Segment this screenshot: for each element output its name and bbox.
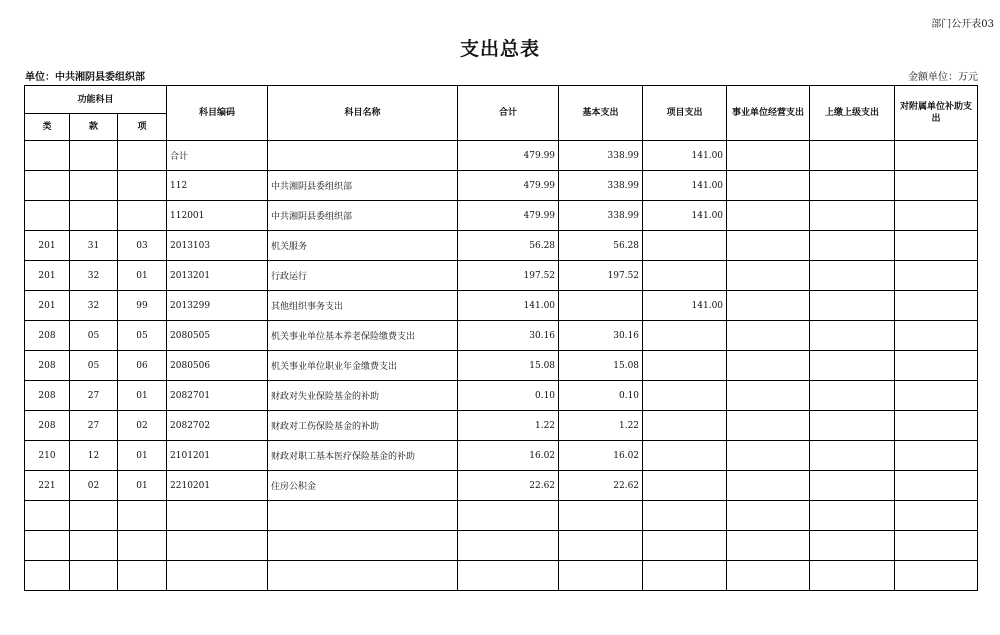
header-kuan: 款 [70, 114, 118, 141]
table-row [25, 411, 978, 441]
cell-project [643, 501, 727, 531]
cell-lei [25, 501, 70, 531]
cell-basic: 56.28 [559, 231, 643, 261]
table-row [25, 201, 978, 231]
cell-xiang: 02 [118, 411, 167, 441]
cell-remit [810, 561, 895, 591]
cell-remit [810, 201, 895, 231]
cell-name [268, 531, 458, 561]
cell-code: 2101201 [167, 441, 268, 471]
cell-code: 2210201 [167, 471, 268, 501]
cell-code: 2082702 [167, 411, 268, 441]
cell-total: 197.52 [458, 261, 559, 291]
cell-subsidy [895, 261, 978, 291]
unit-label: 单位：中共湘阴县委组织部 [25, 72, 145, 83]
cell-lei [25, 561, 70, 591]
table-row [25, 231, 978, 261]
cell-remit [810, 411, 895, 441]
cell-business [727, 501, 810, 531]
cell-remit [810, 351, 895, 381]
cell-business [727, 231, 810, 261]
cell-kuan: 02 [70, 471, 118, 501]
cell-subsidy [895, 531, 978, 561]
cell-business [727, 201, 810, 231]
table-row [25, 171, 978, 201]
expenditure-table [24, 85, 978, 591]
cell-project [643, 561, 727, 591]
cell-project [643, 321, 727, 351]
header-xiang: 项 [118, 114, 167, 141]
table-row [25, 261, 978, 291]
cell-name [268, 561, 458, 591]
cell-business [727, 351, 810, 381]
cell-kuan: 12 [70, 441, 118, 471]
cell-name: 财政对失业保险基金的补助 [268, 381, 458, 411]
cell-xiang [118, 501, 167, 531]
header-lei: 类 [25, 114, 70, 141]
header-remit: 上缴上级支出 [810, 86, 895, 141]
cell-total: 30.16 [458, 321, 559, 351]
cell-remit [810, 531, 895, 561]
cell-subsidy [895, 351, 978, 381]
cell-business [727, 261, 810, 291]
cell-code [167, 531, 268, 561]
cell-total: 479.99 [458, 171, 559, 201]
header-subsidy: 对附属单位补助支出 [895, 86, 978, 141]
cell-business [727, 321, 810, 351]
cell-basic [559, 561, 643, 591]
cell-name: 行政运行 [268, 261, 458, 291]
cell-subsidy [895, 561, 978, 591]
cell-name: 其他组织事务支出 [268, 291, 458, 321]
cell-xiang: 06 [118, 351, 167, 381]
cell-remit [810, 441, 895, 471]
cell-remit [810, 471, 895, 501]
cell-lei [25, 141, 70, 171]
cell-kuan [70, 561, 118, 591]
cell-total: 479.99 [458, 141, 559, 171]
cell-remit [810, 381, 895, 411]
amount-unit: 金额单位：万元 [908, 72, 978, 83]
cell-basic: 338.99 [559, 141, 643, 171]
table-row [25, 561, 978, 591]
cell-code [167, 501, 268, 531]
cell-project [643, 381, 727, 411]
cell-lei: 208 [25, 351, 70, 381]
cell-lei: 208 [25, 381, 70, 411]
cell-name: 机关服务 [268, 231, 458, 261]
cell-lei: 201 [25, 291, 70, 321]
cell-xiang: 01 [118, 471, 167, 501]
cell-xiang [118, 561, 167, 591]
cell-project [643, 261, 727, 291]
header-business: 事业单位经营支出 [727, 86, 810, 141]
cell-kuan: 31 [70, 231, 118, 261]
cell-subsidy [895, 201, 978, 231]
cell-total: 141.00 [458, 291, 559, 321]
cell-code: 112001 [167, 201, 268, 231]
cell-name: 机关事业单位基本养老保险缴费支出 [268, 321, 458, 351]
cell-basic: 197.52 [559, 261, 643, 291]
cell-kuan: 27 [70, 381, 118, 411]
cell-project: 141.00 [643, 141, 727, 171]
cell-total [458, 561, 559, 591]
cell-lei: 201 [25, 261, 70, 291]
cell-business [727, 141, 810, 171]
cell-remit [810, 141, 895, 171]
cell-name: 中共湘阴县委组织部 [268, 171, 458, 201]
cell-subsidy [895, 291, 978, 321]
cell-basic [559, 531, 643, 561]
table-row [25, 441, 978, 471]
cell-basic: 0.10 [559, 381, 643, 411]
cell-project: 141.00 [643, 291, 727, 321]
cell-remit [810, 321, 895, 351]
table-body [25, 141, 978, 591]
cell-subsidy [895, 411, 978, 441]
cell-basic: 22.62 [559, 471, 643, 501]
cell-code: 2013103 [167, 231, 268, 261]
cell-name: 中共湘阴县委组织部 [268, 201, 458, 231]
cell-name: 财政对工伤保险基金的补助 [268, 411, 458, 441]
cell-kuan: 32 [70, 261, 118, 291]
table-row [25, 471, 978, 501]
cell-lei: 201 [25, 231, 70, 261]
cell-project: 141.00 [643, 171, 727, 201]
cell-name: 机关事业单位职业年金缴费支出 [268, 351, 458, 381]
cell-kuan: 27 [70, 411, 118, 441]
cell-lei: 208 [25, 411, 70, 441]
cell-xiang: 01 [118, 261, 167, 291]
cell-kuan: 32 [70, 291, 118, 321]
cell-total: 22.62 [458, 471, 559, 501]
cell-total: 16.02 [458, 441, 559, 471]
cell-business [727, 171, 810, 201]
cell-name [268, 141, 458, 171]
cell-subsidy [895, 441, 978, 471]
cell-business [727, 411, 810, 441]
table-row [25, 321, 978, 351]
cell-code: 2013299 [167, 291, 268, 321]
table-row [25, 531, 978, 561]
cell-basic: 338.99 [559, 171, 643, 201]
cell-total [458, 501, 559, 531]
cell-subsidy [895, 381, 978, 411]
cell-kuan: 05 [70, 321, 118, 351]
cell-lei: 221 [25, 471, 70, 501]
cell-remit [810, 171, 895, 201]
header-name: 科目名称 [268, 86, 458, 141]
cell-total [458, 531, 559, 561]
cell-lei: 210 [25, 441, 70, 471]
cell-xiang: 03 [118, 231, 167, 261]
cell-basic: 15.08 [559, 351, 643, 381]
header-total: 合计 [458, 86, 559, 141]
header-func-subject: 功能科目 [25, 86, 167, 114]
cell-basic: 30.16 [559, 321, 643, 351]
cell-xiang [118, 201, 167, 231]
cell-code: 合计 [167, 141, 268, 171]
cell-subsidy [895, 231, 978, 261]
cell-business [727, 291, 810, 321]
cell-xiang [118, 171, 167, 201]
cell-project [643, 531, 727, 561]
cell-kuan [70, 501, 118, 531]
cell-total: 56.28 [458, 231, 559, 261]
cell-xiang [118, 141, 167, 171]
cell-kuan [70, 531, 118, 561]
cell-business [727, 381, 810, 411]
cell-xiang: 01 [118, 441, 167, 471]
cell-business [727, 531, 810, 561]
cell-lei: 208 [25, 321, 70, 351]
cell-xiang: 01 [118, 381, 167, 411]
cell-basic [559, 291, 643, 321]
cell-code: 2082701 [167, 381, 268, 411]
cell-project: 141.00 [643, 201, 727, 231]
cell-code [167, 561, 268, 591]
cell-basic: 1.22 [559, 411, 643, 441]
cell-project [643, 441, 727, 471]
cell-lei [25, 531, 70, 561]
cell-subsidy [895, 141, 978, 171]
cell-total: 1.22 [458, 411, 559, 441]
cell-project [643, 471, 727, 501]
header-basic: 基本支出 [559, 86, 643, 141]
table-row [25, 351, 978, 381]
cell-remit [810, 291, 895, 321]
cell-kuan [70, 201, 118, 231]
cell-basic [559, 501, 643, 531]
cell-kuan [70, 141, 118, 171]
cell-code: 2013201 [167, 261, 268, 291]
cell-kuan: 05 [70, 351, 118, 381]
page-title: 支出总表 [459, 38, 540, 60]
cell-business [727, 471, 810, 501]
cell-kuan [70, 171, 118, 201]
cell-xiang: 99 [118, 291, 167, 321]
cell-name: 财政对职工基本医疗保险基金的补助 [268, 441, 458, 471]
table-row [25, 141, 978, 171]
cell-project [643, 411, 727, 441]
cell-business [727, 441, 810, 471]
cell-xiang [118, 531, 167, 561]
cell-basic: 16.02 [559, 441, 643, 471]
cell-lei [25, 201, 70, 231]
header-code: 科目编码 [167, 86, 268, 141]
table-row [25, 381, 978, 411]
form-number: 部门公开表03 [931, 19, 994, 30]
cell-remit [810, 501, 895, 531]
table-row [25, 291, 978, 321]
header-project: 项目支出 [643, 86, 727, 141]
cell-code: 112 [167, 171, 268, 201]
cell-total: 15.08 [458, 351, 559, 381]
cell-code: 2080505 [167, 321, 268, 351]
cell-subsidy [895, 171, 978, 201]
cell-project [643, 351, 727, 381]
cell-subsidy [895, 321, 978, 351]
cell-xiang: 05 [118, 321, 167, 351]
cell-lei [25, 171, 70, 201]
cell-name [268, 501, 458, 531]
cell-subsidy [895, 471, 978, 501]
cell-total: 479.99 [458, 201, 559, 231]
cell-business [727, 561, 810, 591]
cell-remit [810, 261, 895, 291]
table-row [25, 501, 978, 531]
cell-code: 2080506 [167, 351, 268, 381]
cell-project [643, 231, 727, 261]
cell-subsidy [895, 501, 978, 531]
cell-remit [810, 231, 895, 261]
cell-name: 住房公积金 [268, 471, 458, 501]
cell-total: 0.10 [458, 381, 559, 411]
cell-basic: 338.99 [559, 201, 643, 231]
